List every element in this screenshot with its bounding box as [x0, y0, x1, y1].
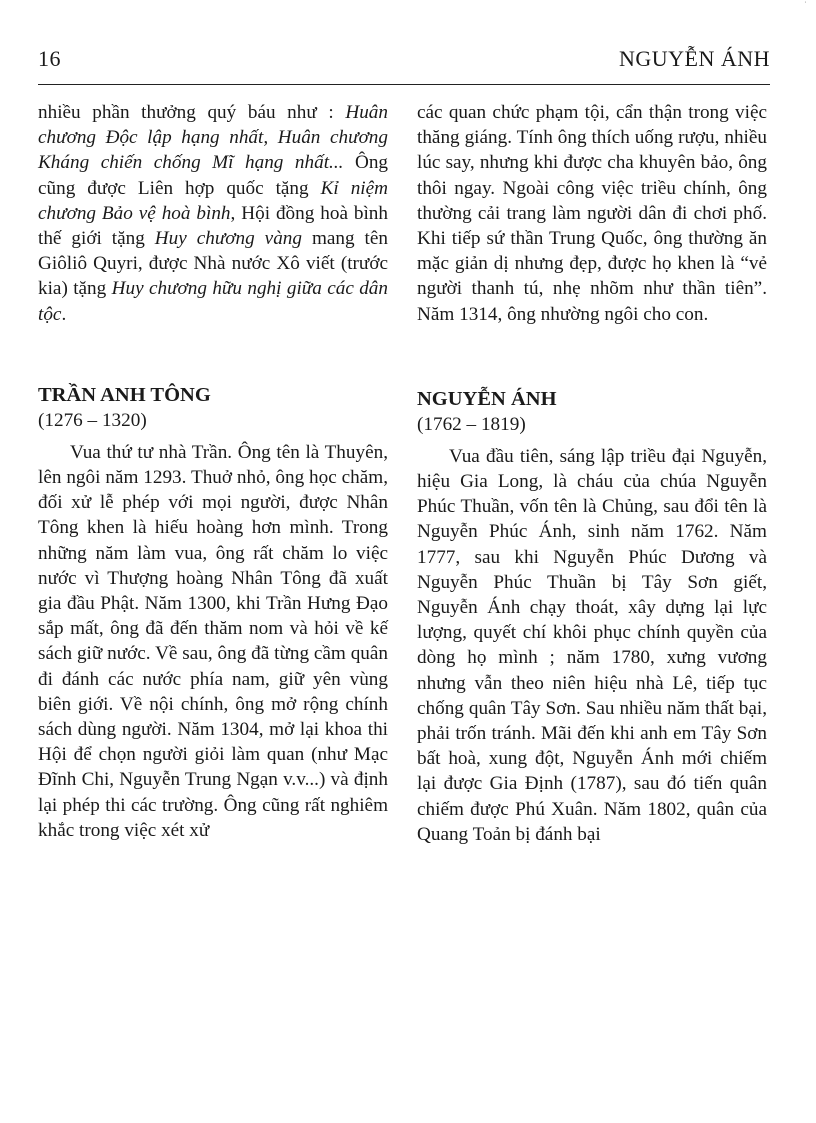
intro-text-segment: mang tên Giôliô Quyri, được Nhà nước Xô viết (trước kia) tặng [38, 228, 388, 300]
entry-body-tran-anh-tong: Vua thứ tư nhà Trần. Ông tên là Thuyên, lên ngôi năm 1293. Thuở nhỏ, ông học chăm, đối xử lễ phép với mọi người, được Nhân Tông khen là hiếu hoàng hơn mình. Trong những năm làm vua, ông rất chăm lo việc nước vì Thượng hoàng Nhân Tông đã xuất gia đầu Phật. Năm 1300, khi Trần Hưng Đạo sắp mất, ông đã đến thăm nom và hỏi về kế sách giữ nước. Về sau, ông đã từng cầm quân đi đánh các nước phía nam, giữ yên vùng biên giới. Về nội chính, ông mở rộng chính sách dùng người. Năm 1304, mở lại khoa thi Hội để chọn người giỏi làm quan (như Mạc Đĩnh Chi, Nguyễn Trung Ngạn v.v...) và định lại phép thi các trường. Ông cũng rất nghiêm khắc trong việc xét xử [38, 441, 388, 841]
left-column [38, 100, 388, 843]
header-rule [38, 84, 770, 85]
intro-text-segment: , Hội đồng hoà bình thế giới tặng [38, 202, 388, 250]
entry-years-nguyen-anh: (1762 – 1819) [417, 413, 526, 435]
intro-text-segment: . [61, 303, 67, 325]
page-number: 16 [38, 46, 61, 71]
entry-title-tran-anh-tong: TRẦN ANH TÔNG [38, 383, 211, 406]
left-intro-paragraph [38, 100, 388, 327]
right-column [417, 100, 767, 847]
intro-italic-segment: Huy chương hữu nghị giữa các dân tộc [38, 278, 388, 325]
intro-italic-segment: Huy chương vàng [154, 228, 302, 250]
intro-italic-segment: Kỉ niệm chương Bảo vệ hoà bình [38, 177, 388, 224]
intro-text-segment: nhiều phần thưởng quý báu như : [38, 102, 346, 123]
intro-italic-segment: Huân chương Độc lập hạng nhất, Huân chương Kháng chiến chống Mĩ hạng nhất... [38, 102, 388, 174]
running-title: NGUYỄN ÁNH [618, 46, 770, 71]
intro-text-segment: Ông cũng được Liên hợp quốc tặng [38, 152, 389, 199]
right-continuation-paragraph: các quan chức phạm tội, cẩn thận trong việc thăng giáng. Tính ông thích uống rượu, nhiều lúc say, nhưng khi được cha khuyên bảo, ông thôi ngay. Ngoài công việc triều chính, ông thường cải trang làm người dân đi chơi phố. Khi tiếp sứ thần Trung Quốc, ông thường ăn mặc giản dị nhưng đẹp, được họ khen là “vẻ người thanh tú, nhẹ nhõm như thần tiên”. Năm 1314, ông nhường ngôi cho con. [417, 102, 767, 325]
entry-years-tran-anh-tong: (1276 – 1320) [38, 409, 147, 431]
corner-speck: ˙ [804, 0, 807, 9]
entry-body-nguyen-anh: Vua đầu tiên, sáng lập triều đại Nguyễn, hiệu Gia Long, là cháu của chúa Nguyễn Phúc Thuần, vốn tên là Chủng, sau đổi tên là Nguyễn Phúc Ánh, sinh năm 1762. Năm 1777, sau khi Nguyễn Phúc Dương và Nguyễn Phúc Thuần bị Tây Sơn giết, Nguyễn Ánh chạy thoát, xây dựng lại lực lượng, quyết chí khôi phục chính quyền của dòng họ mình ; năm 1780, xưng vương nhưng vẫn theo niên hiệu nhà Lê, tiếp tục chống quân Tây Sơn. Sau nhiều năm thất bại, phải trốn tránh. Mãi đến khi anh em Tây Sơn bất hoà, xung đột, Nguyễn Ánh mới chiếm lại được Gia Định (1787), sau đó tiến quân chiếm được Phú Xuân. Năm 1802, quân của Quang Toản bị đánh bại [417, 445, 767, 845]
entry-title-nguyen-anh: NGUYỄN ÁNH [417, 387, 557, 410]
